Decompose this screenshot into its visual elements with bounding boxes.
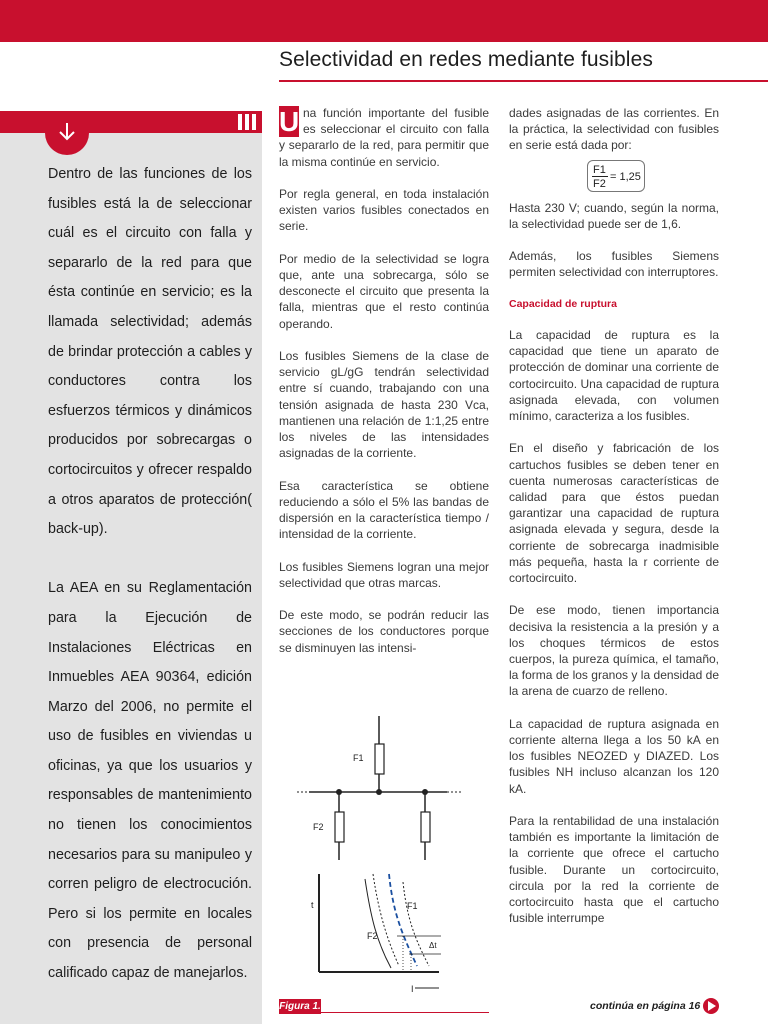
fig-label-f1-curve: F1 [407,901,418,911]
continued-link[interactable]: continúa en página 16 [590,1000,701,1012]
article-paragraph: Por medio de la selectividad se logra que, ante una sobrecarga, sólo se desconecte el circuito que presenta la falla, mientras que el resto continúa operando. [279,251,489,331]
article-paragraph: Los fusibles Siemens logran una mejor selectividad que otras marcas. [279,559,489,590]
sidebar-bars-ornament [238,114,260,130]
fig-label-f1: F1 [353,753,364,763]
sidebar-tab [45,111,89,155]
selectivity-formula [587,160,645,192]
article-paragraph: De ese modo, tienen importancia decisiva la resistencia a la presión y a los choques térmicos de estos cuerpos, la pureza química, el tamaño, la forma de los granos y la densidad de la arena de cuarzo de relleno. [509,603,719,699]
top-color-bar [0,0,768,42]
article-paragraph: Para la rentabilidad de una instalación también es importante la limitación de la corriente que ofrece el cartucho fusible. Durante un cortocircuito, circula por la red la corriente de cortocircuito hasta que el cartucho fusible interrumpe [509,814,719,926]
sidebar-header-band [0,111,262,133]
formula-value: = 1,25 [610,170,641,183]
article-paragraph: En el diseño y fabricación de los cartuchos fusibles se deben tener en cuenta numerosas características de calidad para que éstos puedan garantizar una capacidad de ruptura asignada elevada y segura, desde la corriente de sobrecarga inadmisible más pequeña, hasta la r corriente de cortocircuito. [509,441,719,586]
figure-caption: Figura 1. [279,1001,321,1012]
article-column-2 [509,105,719,943]
article-paragraph: dades asignadas de las corrientes. En la práctica, la selectividad con fusibles en serie está dada por: [509,106,719,153]
fig-label-f2-curve: F2 [367,931,378,941]
article-column-1 [279,105,489,672]
article-paragraph: De este modo, se podrán reducir las secciones de los conductores porque se disminuyen las intensi- [279,608,489,655]
title-underline [279,80,768,82]
section-subheading: Capacidad de ruptura [509,297,617,310]
page-title: Selectividad en redes mediante fusibles [279,48,653,71]
article-paragraph: La capacidad de ruptura es la capacidad que tiene un aparato de protección de dominar una corriente de cortocircuito. Una capacidad de ruptura asignada elevada, con volumen mínimo, caracteriza a los fusibles. [509,327,719,423]
sidebar-paragraph: La AEA en su Reglamentación para la Ejecución de Instalaciones Eléctricas en Inmuebles AEA 90364, edición Marzo del 2006, no permite el uso de fusibles en viviendas u oficinas, ya que los usuarios y responsables de mantenimiento no tienen los conocimientos necesarios para su manipuleo y corren peligro de electrocución. Pero si los permite en locales con presencia de personal calificado capaz de manejarlos. [48,580,252,982]
sidebar-paragraph: Dentro de las funciones de los fusibles está la de seleccionar cuál es el circuito con falla y separarlo de la red para que ésta continúe en servicio; es la llamada selectividad; además de brindar protección a cables y conductores contra los esfuerzos térmicos y dinámicos producidos por sobrecargas o cortocircuitos y ofrecer respaldo a otros aparatos de protección( back-up). [48,166,252,538]
figure-1-diagram [279,714,489,1008]
article-paragraph: Esa característica se obtiene reduciendo a sólo el 5% las bandas de dispersión en la característica tiempo / intensidad de la corriente. [279,478,489,542]
article-paragraph [279,105,489,170]
article-paragraph: Los fusibles Siemens de la clase de servicio gL/gG tendrán selectividad entre sí cuando, trabajando con una tensión asignada de hasta 230 Vca, mantienen una relación de 1:1,25 entre los niveles de las intensidades asignadas de la corriente. [279,349,489,461]
paragraph-text: na función importante del fusible es seleccionar el circuito con falla y separarlo de la red, para permitir que la misma continúe en servicio. [279,106,489,169]
article-paragraph: Además, los fusibles Siemens permiten selectividad con interruptores. [509,249,719,280]
formula-denominator: F2 [593,177,606,190]
article-paragraph: Por regla general, en toda instalación existen varios fusibles conectados en serie. [279,187,489,234]
dropcap: U [279,106,300,137]
formula-numerator: F1 [593,163,606,176]
figure-bottom-rule [279,1012,489,1013]
sidebar-text [48,160,252,1018]
arrow-down-icon [57,121,77,143]
article-paragraph: La capacidad de ruptura asignada en corriente alterna llega a los 50 kA en los fusibles NEOZED y DIAZED. Los fusibles NH incluso alcanzan los 120 kA. [509,716,719,796]
fig-label-f2: F2 [313,822,324,832]
article-paragraph: Hasta 230 V; cuando, según la norma, la selectividad puede ser de 1,6. [509,200,719,231]
fig-label-t: t [311,900,314,910]
fig-label-dt: Δt [429,941,437,950]
arrow-right-icon[interactable] [703,998,719,1014]
fig-label-i: I [411,984,414,994]
